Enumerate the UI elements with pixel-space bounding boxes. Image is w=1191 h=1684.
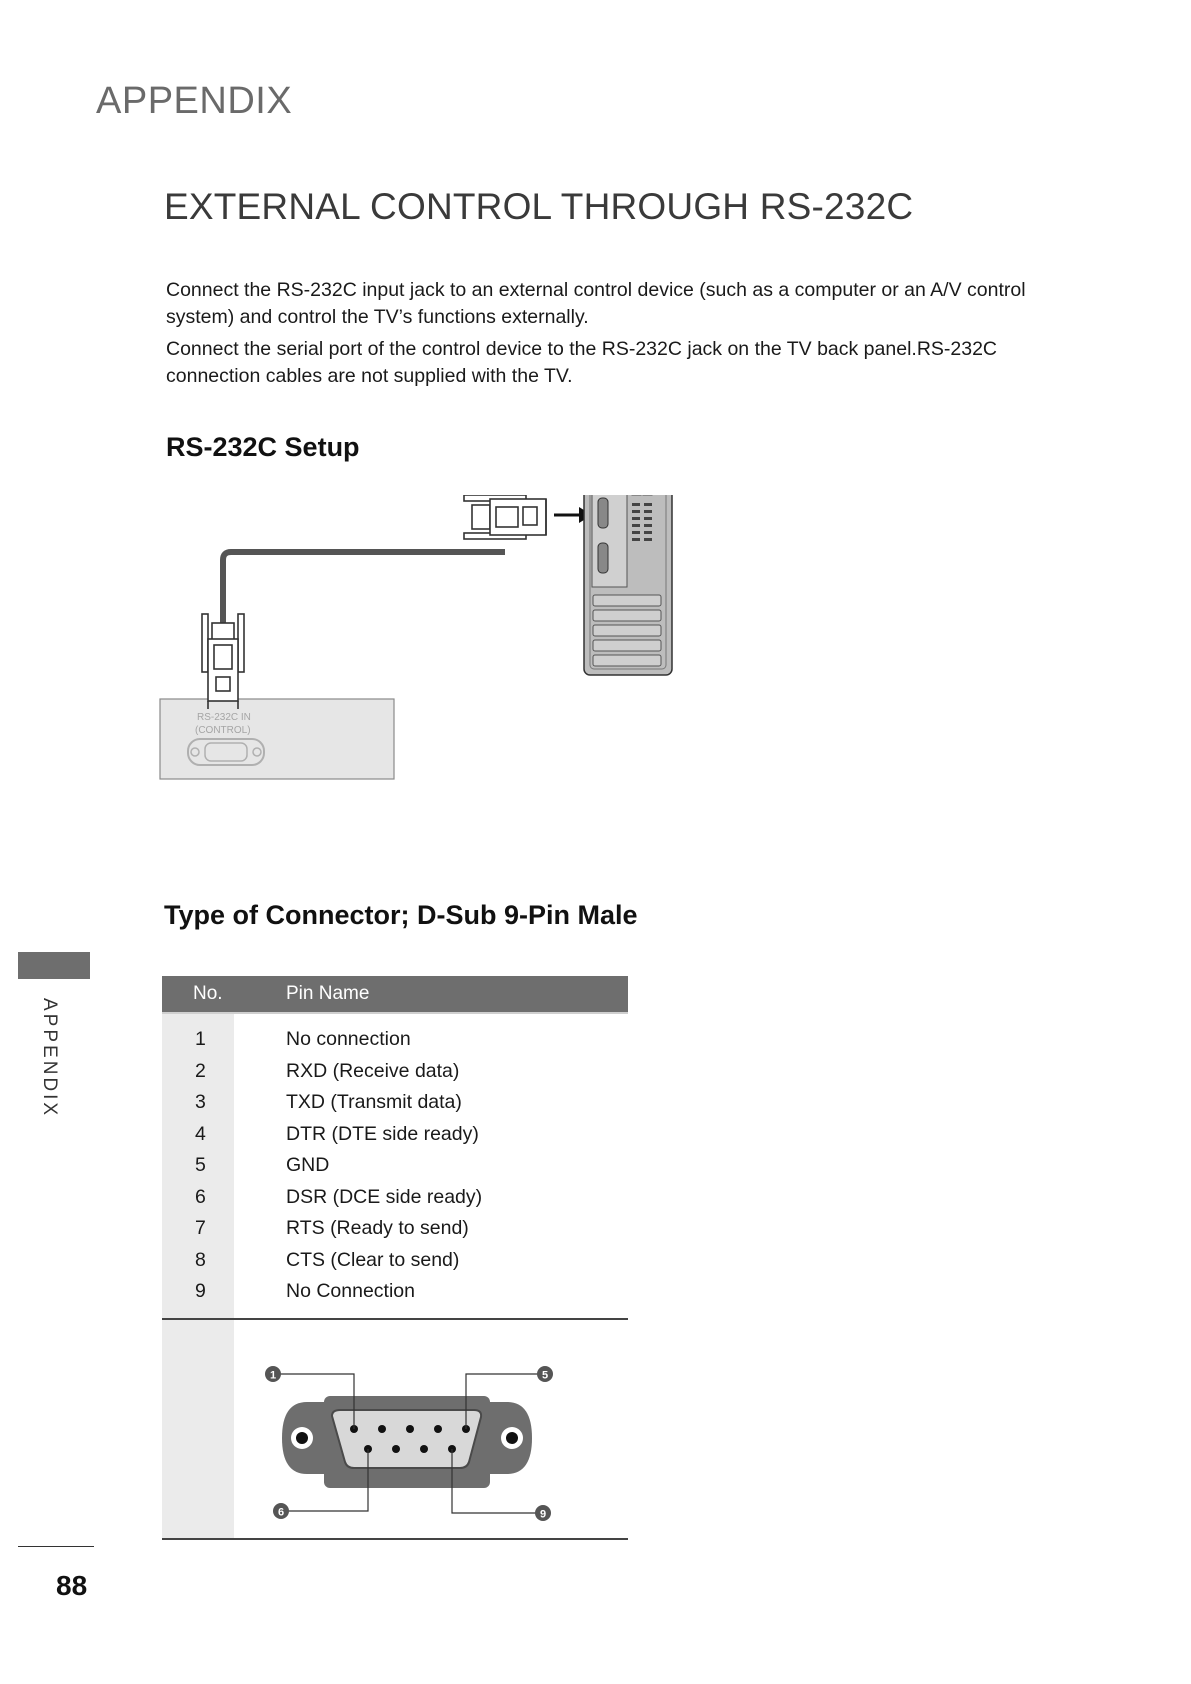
setup-diagram — [150, 495, 730, 785]
pin-name: TXD (Transmit data) — [286, 1091, 462, 1113]
header-pin-name: Pin Name — [286, 983, 370, 1004]
pin-name: DTR (DTE side ready) — [286, 1122, 479, 1145]
callout-label: 6 — [277, 1506, 285, 1519]
setup-heading: RS-232C Setup — [166, 432, 360, 462]
table-row — [162, 1217, 628, 1249]
intro-paragraph-1: Connect the RS-232C input jack to an external control device (such as a computer or an A/V control system) and control the TV’s functions externally. — [166, 279, 1026, 328]
table-row — [162, 1091, 628, 1123]
section-label: APPENDIX — [96, 80, 293, 122]
side-tab-marker — [18, 952, 90, 979]
header-no: No. — [193, 983, 223, 1004]
pin-callout — [273, 1503, 289, 1519]
pin-name: GND — [286, 1154, 330, 1176]
table-row — [162, 1154, 628, 1186]
pin-number: 7 — [195, 1217, 206, 1239]
pin-diagram-cell — [162, 1320, 628, 1540]
connector-heading: Type of Connector; D-Sub 9-Pin Male — [164, 900, 638, 930]
pin-table — [162, 976, 628, 1540]
pin-callout — [265, 1366, 281, 1382]
pin-name: DSR (DCE side ready) — [286, 1185, 483, 1208]
table-row — [162, 1280, 628, 1312]
cable-plug-pc-icon — [464, 495, 546, 539]
pin-name: CTS (Clear to send) — [286, 1248, 460, 1271]
cable-plug-tv-icon — [202, 614, 244, 709]
pin-name: RXD (Receive data) — [286, 1059, 460, 1082]
dsub9-connector-icon — [262, 1340, 562, 1530]
pin-number: 2 — [195, 1059, 206, 1082]
tv-back-panel — [160, 699, 394, 779]
pin-number: 4 — [195, 1122, 206, 1145]
callout-label: 5 — [541, 1369, 549, 1382]
pin-name: No connection — [286, 1028, 411, 1050]
pin-callout — [535, 1505, 551, 1521]
pc-tower-icon — [584, 495, 672, 675]
page-title: EXTERNAL CONTROL THROUGH RS-232C — [164, 186, 914, 227]
table-row — [162, 1123, 628, 1155]
intro-paragraph-2: Connect the serial port of the control device to the RS-232C jack on the TV back panel.RS-232C connection cables are not supplied with the TV. — [166, 338, 998, 387]
callout-label: 1 — [269, 1369, 277, 1382]
pin-number: 9 — [195, 1280, 206, 1302]
pin-number: 3 — [195, 1091, 206, 1113]
port-label-line2: (CONTROL) — [195, 725, 251, 736]
page-number: 88 — [56, 1570, 88, 1601]
port-label-line1: RS-232C IN — [197, 712, 251, 723]
side-tab-label: APPENDIX — [39, 998, 60, 1119]
pin-number: 8 — [195, 1248, 206, 1271]
pin-callout — [537, 1366, 553, 1382]
pin-name: RTS (Ready to send) — [286, 1217, 469, 1239]
table-row — [162, 1186, 628, 1218]
pin-number: 6 — [195, 1185, 206, 1208]
pin-table-body — [162, 1014, 628, 1320]
pin-name: No Connection — [286, 1280, 415, 1302]
footer-divider — [18, 1546, 94, 1547]
rs232-cable — [223, 552, 505, 625]
callout-label: 9 — [539, 1508, 547, 1521]
table-row — [162, 1060, 628, 1092]
table-row — [162, 1028, 628, 1060]
pin-number: 1 — [195, 1028, 206, 1050]
table-row — [162, 1249, 628, 1281]
pin-table-header — [162, 976, 628, 1014]
pin-number: 5 — [195, 1154, 206, 1176]
